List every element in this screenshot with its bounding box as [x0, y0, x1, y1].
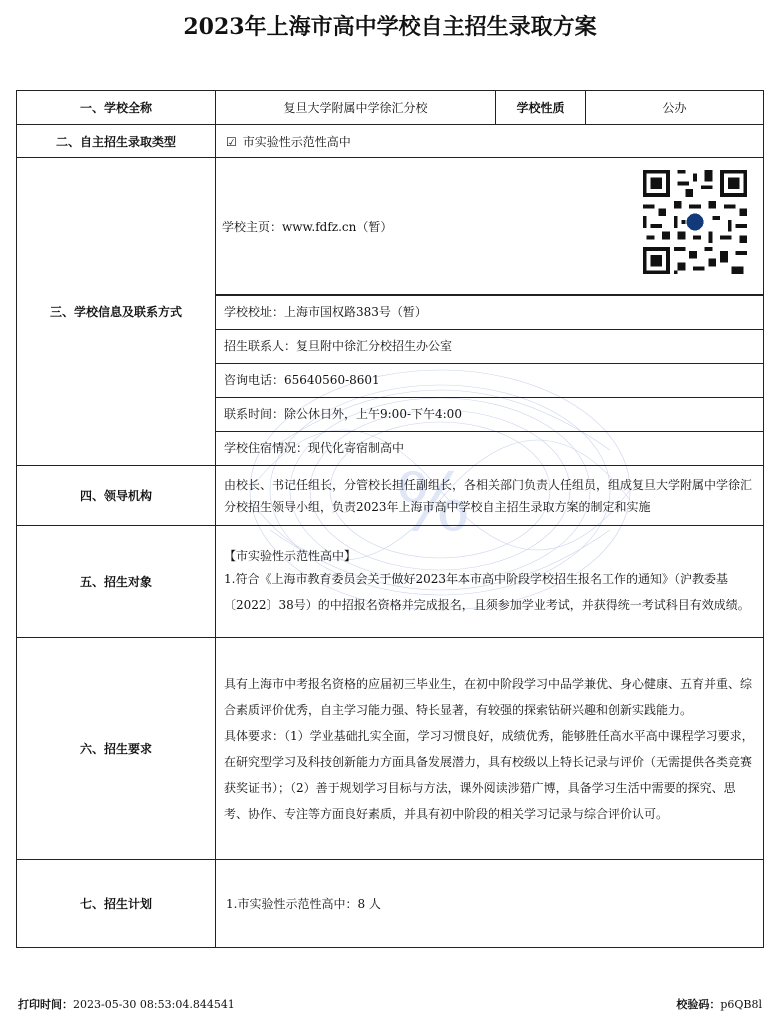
value-admission-type: [216, 125, 764, 158]
label-school-info: 三、学校信息及联系方式: [17, 158, 216, 466]
homepage-text: 学校主页：www.fdfz.cn（暂）: [222, 220, 393, 234]
row-leadership: [17, 466, 764, 526]
contact-row: 招生联系人：复旦附中徐汇分校招生办公室: [216, 329, 763, 363]
label-plan: 七、招生计划: [17, 860, 216, 948]
hours-row: 联系时间：除公休日外，上午9:00-下午4:00: [216, 397, 763, 431]
label-target: 五、招生对象: [17, 526, 216, 638]
print-time-value: 2023-05-30 08:53:04.844541: [73, 998, 235, 1011]
label-school-name: 一、学校全称: [17, 91, 216, 125]
row-admission-type: [17, 125, 764, 158]
label-requirements: 六、招生要求: [17, 638, 216, 860]
value-target: [216, 526, 764, 638]
row-requirements: [17, 638, 764, 860]
row-plan: [17, 860, 764, 948]
admission-type-text: 市实验性示范性高中: [242, 134, 351, 149]
verification-code: [676, 996, 762, 1012]
school-info-cell: [216, 158, 764, 466]
target-heading: 【市实验性示范性高中】: [224, 548, 357, 563]
boarding-row: 学校住宿情况：现代化寄宿制高中: [216, 431, 763, 465]
phone-row: 咨询电话：65640560-8601: [216, 363, 763, 397]
page-title: 2023年上海市高中学校自主招生录取方案: [183, 14, 597, 40]
value-leadership: 由校长、书记任组长，分管校长担任副组长，各相关部门负责人任组员，组成复旦大学附属中学徐汇分校招生领导小组，负责2023年上海市高中学校自主招生录取方案的制定和实施: [216, 466, 764, 526]
label-school-nature: 学校性质: [496, 91, 586, 125]
svg-text:%: %: [395, 456, 472, 549]
admission-table: [16, 90, 764, 948]
print-time-label: 打印时间：: [18, 998, 73, 1011]
verification-code-label: 校验码：: [676, 998, 721, 1011]
row-school-info: [17, 158, 764, 466]
row-school-name: [17, 91, 764, 125]
address-row: 学校校址：上海市国权路383号（暂）: [216, 295, 763, 329]
homepage-row: [216, 158, 763, 295]
value-school-nature: 公办: [586, 91, 764, 125]
qr-code-icon: [639, 166, 751, 278]
label-leadership: 四、领导机构: [17, 466, 216, 526]
requirements-paragraph-2: 具体要求：（1）学业基础扎实全面，学习习惯良好，成绩优秀，能够胜任高水平高中课程学习要求，在研究型学习及科技创新能力方面具备发展潜力，具有校级以上特长记录与评价（无需提供各类竞赛获奖证书）；（2）善于规划学习目标与方法，课外阅读涉猎广博，具备学习生活中需要的探究、思考、协作、专注等方面良好素质，并具有初中阶段的相关学习记录与综合评价认可。: [224, 728, 754, 821]
value-requirements: [216, 638, 764, 860]
label-admission-type: 二、自主招生录取类型: [17, 125, 216, 158]
value-school-name: 复旦大学附属中学徐汇分校: [216, 91, 496, 125]
print-time: [18, 996, 235, 1012]
requirements-paragraph-1: 具有上海市中考报名资格的应届初三毕业生，在初中阶段学习中品学兼优、身心健康、五育并重、综合素质评价优秀，自主学习能力强、特长显著，有较强的探索钻研兴趣和创新实践能力。: [224, 676, 753, 717]
target-text: 1.符合《上海市教育委员会关于做好2023年本市高中阶段学校招生报名工作的通知》（沪教委基〔2022〕38号）的中招报名资格并完成报名，且须参加学业考试，并获得统一考试科目有效成绩。: [224, 571, 750, 612]
row-target: [17, 526, 764, 638]
value-plan: 1.市实验性示范性高中：8 人: [216, 860, 764, 948]
checkbox-checked-icon: ☑: [226, 134, 237, 149]
verification-code-value: p6QB8l: [720, 998, 762, 1011]
